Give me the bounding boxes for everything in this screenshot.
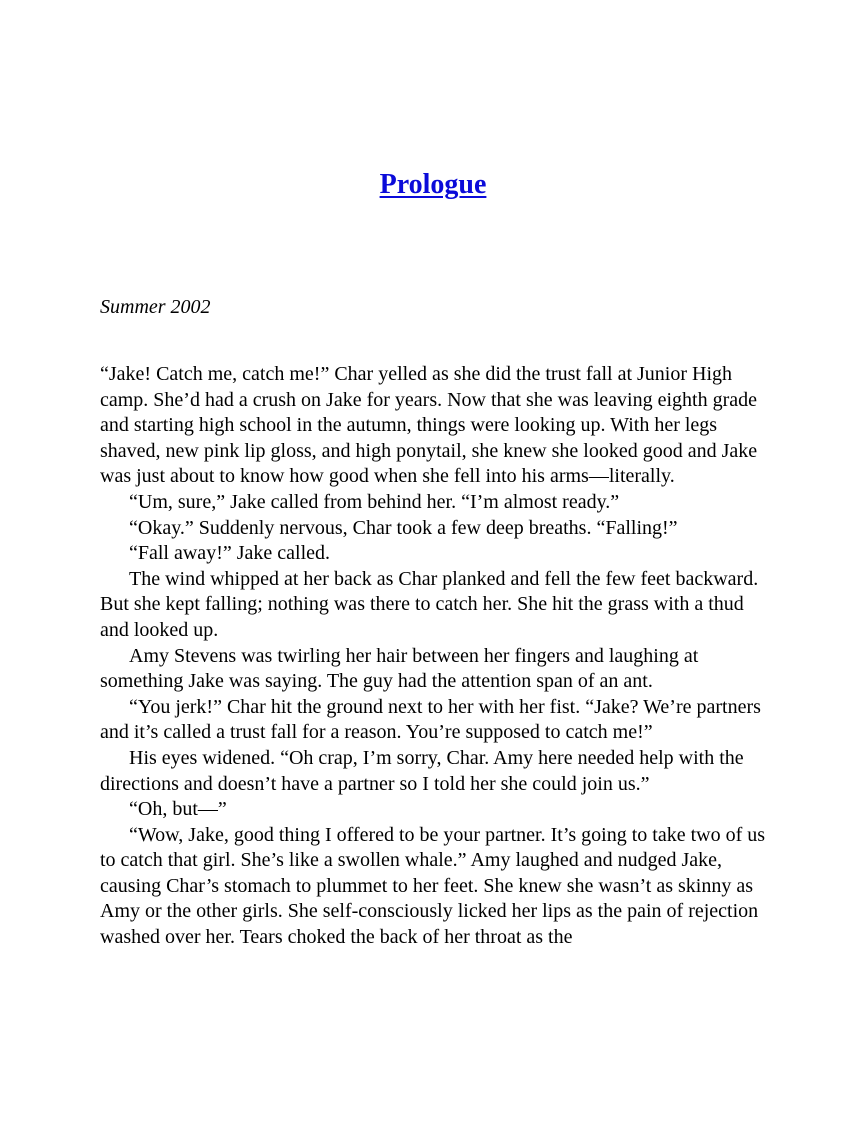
paragraph: Amy Stevens was twirling her hair between her fingers and laughing at something Jake was saying. The guy had the attention span of an ant. [100,644,699,693]
paragraph: “Jake! Catch me, catch me!” Char yelled as she did the trust fall at Junior High camp. She’d had a crush on Jake for years. Now that she was leaving eighth grade and starting high school in the autumn, things were looking up. With her legs shaved, new pink lip gloss, and high ponytail, she knew she looked good and Jake was just about to know how good when she fell into his arms—literally. [100,363,758,488]
chapter-title [0,168,866,202]
chapter-title-link[interactable]: Prologue [379,169,487,200]
paragraph: “Fall away!” Jake called. [129,542,331,565]
paragraph: The wind whipped at her back as Char planked and fell the few feet backward. But she kept falling; nothing was there to catch her. She hit the grass with a thud and looked up. [100,567,759,641]
paragraph: “Wow, Jake, good thing I offered to be your partner. It’s going to take two of us to catch that girl. She’s like a swollen whale.” Amy laughed and nudged Jake, causing Char’s stomach to plummet to her feet. She knew she wasn’t as skinny as Amy or the other girls. She self-consciously licked her lips as the pain of rejection washed over her. Tears choked the back of her throat as the [100,823,766,949]
paragraph: “Oh, but—” [129,798,227,821]
paragraph: “Um, sure,” Jake called from behind her. “I’m almost ready.” [129,490,620,513]
body-text [100,362,768,951]
paragraph: His eyes widened. “Oh crap, I’m sorry, Char. Amy here needed help with the directions and doesn’t have a partner so I told her she could join us.” [100,746,744,795]
paragraph: “You jerk!” Char hit the ground next to her with her fist. “Jake? We’re partners and it’s called a trust fall for a reason. You’re supposed to catch me!” [100,695,761,744]
dateline: Summer 2002 [100,296,211,318]
paragraph: “Okay.” Suddenly nervous, Char took a few deep breaths. “Falling!” [129,516,678,539]
